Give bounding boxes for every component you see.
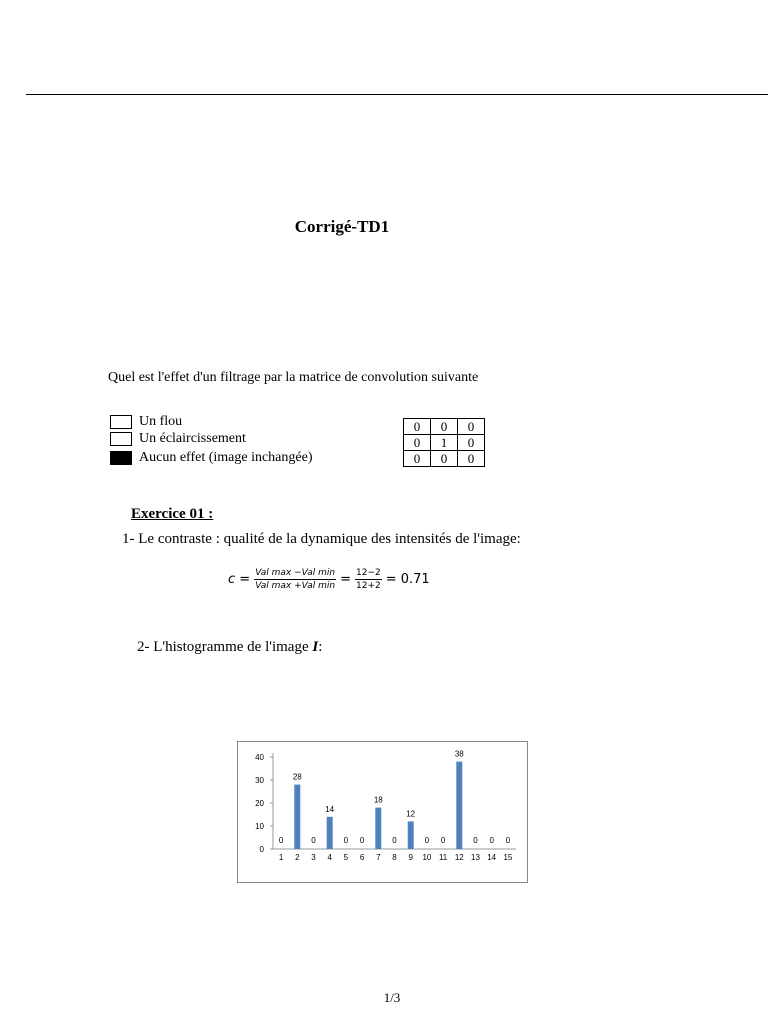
formula-numerator-2: 12−2	[356, 568, 381, 578]
option-aucun-effet[interactable]	[110, 450, 313, 466]
x-tick-label: 12	[454, 853, 464, 862]
formula-fraction-2	[355, 568, 382, 591]
data-label: 0	[424, 836, 430, 845]
x-tick-label: 2	[295, 853, 300, 862]
header-rule	[26, 94, 768, 95]
data-label: 0	[359, 836, 365, 845]
histogram-bar	[456, 762, 462, 849]
y-tick-label: 40	[255, 753, 264, 762]
formula-numerator: Val max −Val min	[255, 568, 336, 578]
x-tick-label: 7	[376, 853, 381, 862]
data-label: 0	[311, 836, 316, 845]
item-2-prefix: 2- L'histogramme de l'image	[137, 639, 313, 655]
kernel-cell: 1	[431, 435, 458, 451]
kernel-cell: 0	[431, 419, 458, 435]
kernel-cell: 0	[458, 435, 485, 451]
x-tick-label: 15	[503, 853, 513, 862]
option-un-flou[interactable]	[110, 414, 182, 430]
option-label: Un éclaircissement	[139, 431, 246, 446]
contrast-formula	[228, 568, 430, 591]
x-tick-label: 11	[438, 853, 448, 862]
data-label: 14	[325, 804, 335, 814]
formula-lhs: c =	[228, 572, 251, 587]
x-tick-label: 10	[422, 853, 432, 862]
option-label: Un flou	[139, 414, 183, 429]
formula-equals: =	[340, 572, 351, 587]
x-tick-label: 14	[487, 853, 497, 862]
convolution-kernel	[403, 418, 485, 467]
histogram-svg	[238, 742, 527, 882]
option-eclaircissement[interactable]	[110, 431, 246, 447]
data-label: 38	[454, 749, 464, 759]
data-label: 0	[278, 836, 284, 845]
data-label: 0	[440, 836, 446, 845]
data-label: 0	[473, 836, 478, 845]
histogram-chart	[237, 741, 528, 883]
data-label: 12	[406, 809, 416, 819]
checkbox-aucun-effet[interactable]	[110, 451, 132, 465]
page-title: Corrigé-TD1	[294, 217, 390, 236]
data-label: 0	[392, 836, 397, 845]
x-tick-label: 5	[343, 853, 349, 862]
histogram-bar	[408, 821, 414, 849]
data-label: 0	[489, 836, 494, 845]
x-tick-label: 6	[359, 853, 365, 862]
exercise-heading: Exercice 01 :	[131, 506, 214, 522]
data-label: 0	[505, 836, 511, 845]
x-tick-label: 1	[278, 853, 284, 862]
item-1-text: 1- Le contraste : qualité de la dynamique des intensités de l'image:	[122, 531, 521, 547]
x-tick-label: 13	[471, 853, 480, 862]
option-label: Aucun effet (image inchangée)	[139, 450, 313, 465]
x-tick-label: 8	[392, 853, 397, 862]
formula-denominator-2: 12+2	[356, 581, 381, 591]
data-label: 28	[292, 772, 302, 782]
kernel-cell: 0	[404, 419, 431, 435]
histogram-bar	[294, 785, 300, 849]
x-tick-label: 9	[408, 853, 413, 862]
x-tick-label: 3	[311, 853, 316, 862]
item-2-suffix: :	[318, 639, 323, 655]
question-text: Quel est l'effet d'un filtrage par la matrice de convolution suivante	[108, 370, 479, 385]
y-tick-label: 0	[259, 845, 264, 854]
kernel-cell: 0	[404, 451, 431, 467]
formula-result: = 0.71	[385, 572, 430, 587]
data-label: 18	[373, 795, 383, 805]
formula-denominator: Val max +Val min	[255, 581, 336, 591]
item-2-text	[137, 639, 322, 656]
item-2-var: I	[312, 639, 319, 655]
formula-fraction-1	[254, 568, 336, 591]
y-tick-label: 10	[255, 822, 264, 831]
checkbox-un-flou[interactable]	[110, 415, 132, 429]
histogram-bar	[375, 808, 381, 849]
y-tick-label: 30	[255, 776, 264, 785]
page-number: 1/3	[383, 990, 401, 1005]
kernel-cell: 0	[458, 451, 485, 467]
kernel-cell: 0	[404, 435, 431, 451]
data-label: 0	[343, 836, 349, 845]
y-tick-label: 20	[255, 799, 264, 808]
checkbox-eclaircissement[interactable]	[110, 432, 132, 446]
x-tick-label: 4	[327, 853, 332, 862]
kernel-cell: 0	[458, 419, 485, 435]
histogram-bar	[327, 817, 333, 849]
kernel-cell: 0	[431, 451, 458, 467]
